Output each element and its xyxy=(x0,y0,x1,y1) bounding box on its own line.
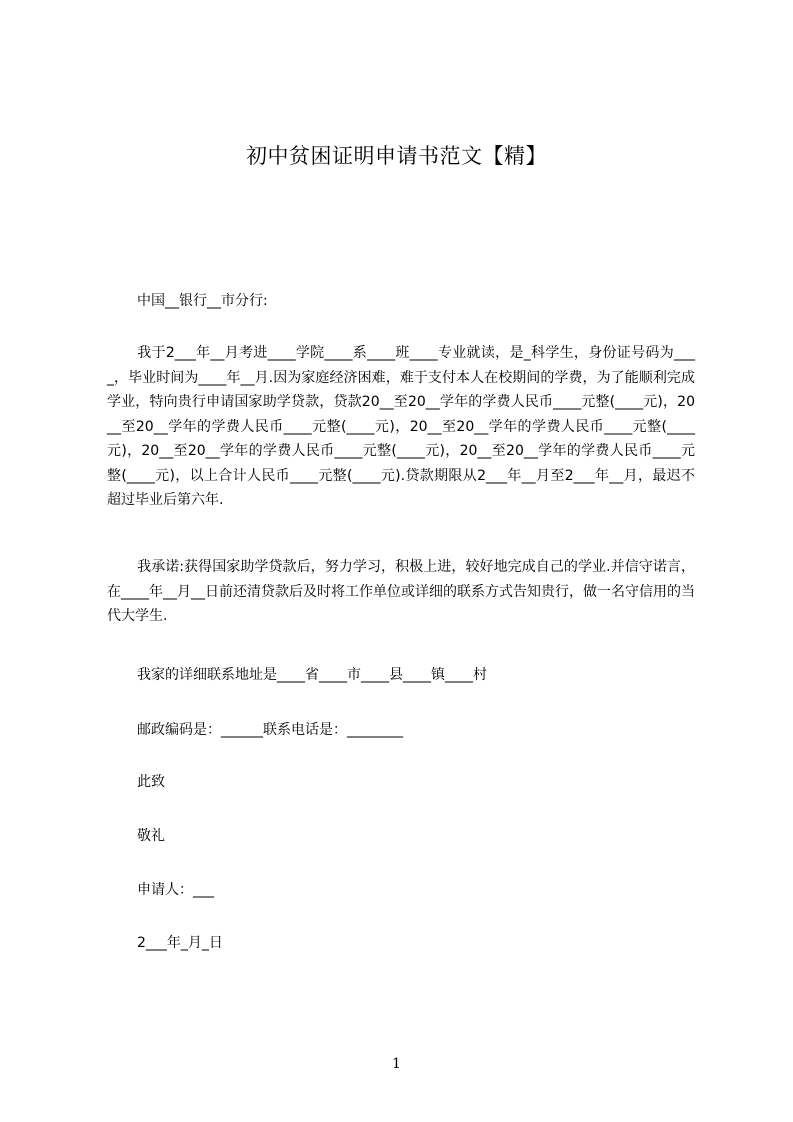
address-line: 我家的详细联系地址是____省____市____县____镇____村 xyxy=(137,667,487,683)
salutation: 中国__银行__市分行: xyxy=(137,293,268,309)
document-title: 初中贫困证明申请书范文【精】 xyxy=(246,144,547,168)
paragraph-promise-text: 我承诺:获得国家助学贷款后，努力学习，积极上进，较好地完成自己的学业.并信守诺言，在____年__月__日前还清贷款后及时将工作单位或详细的联系方式告知贵行，做一名守信用的当代大学生. xyxy=(107,559,695,624)
paragraph-application-text: 我于2___年__月考进____学院____系____班____专业就读，是_科学生，身份证号码为____，毕业时间为____年__月.因为家庭经济困难，难于支付本人在校期间的学费，为了能顺利完成学业，特向贵行申请国家助学贷款，贷款20__至20__学年的学费人民币____元整(____元)，20__至20__学年的学费人民币____元整(____元)，20__至20__学年的学费人民币____元整(____元)，20__至20__学年的学费人民币____元整(____元)，20__至20__学年的学费人民币____元整(____元)，以上合计人民币____元整(____元).贷款期限从2___年__月至2___年__月，最迟不超过毕业后第六年. xyxy=(107,345,695,508)
page-number: 1 xyxy=(392,1056,401,1072)
paragraph-promise xyxy=(107,555,695,629)
postal-phone-line: 邮政编码是：______联系电话是：________ xyxy=(137,722,403,738)
paragraph-application xyxy=(107,341,695,513)
application-date: 2___年_月_日 xyxy=(137,935,223,951)
closing-jingli: 敬礼 xyxy=(137,828,165,844)
applicant-signature: 申请人：___ xyxy=(137,882,214,898)
closing-cizhi: 此致 xyxy=(137,774,165,790)
